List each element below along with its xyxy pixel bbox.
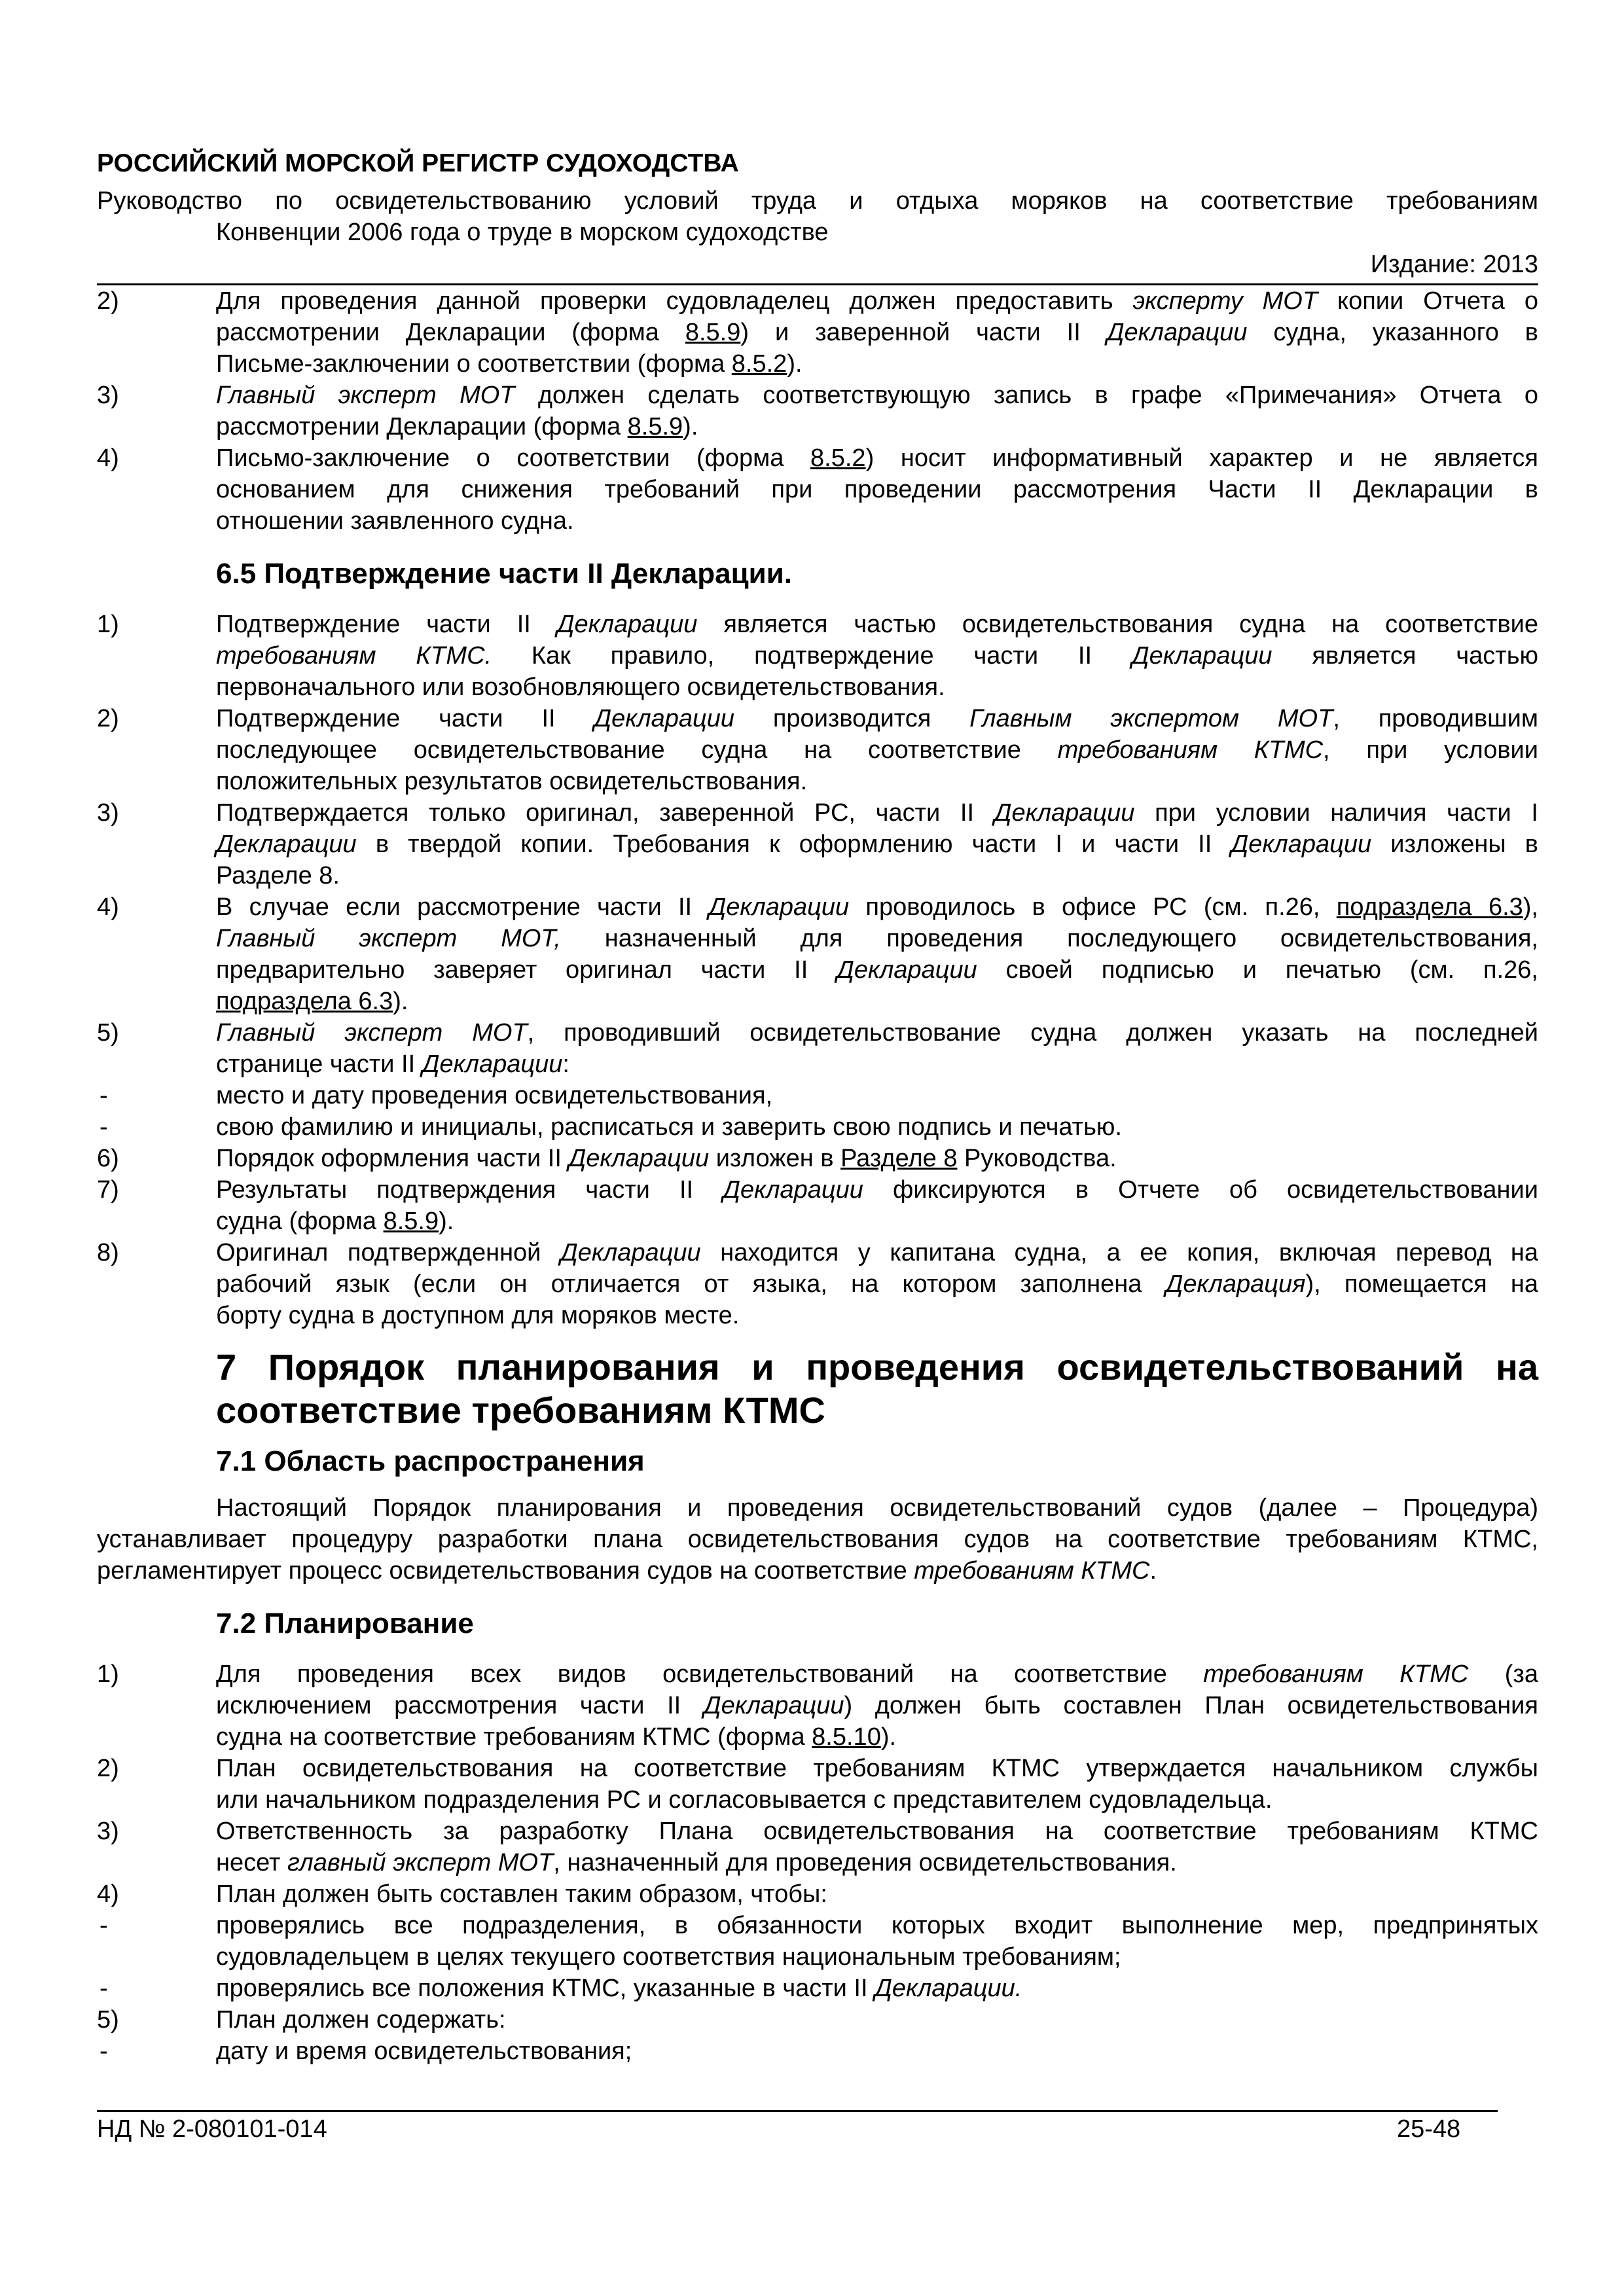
list-item: 2) План освидетельствования на соответствие требованиям КТМС утверждается начальником службы или начальником подразделения РС и согласовывается с представителем судовладельца. xyxy=(97,1755,1538,1814)
subsection-link[interactable]: подраздела 6.3 xyxy=(216,988,393,1015)
list-item: 6) Порядок оформления части II Декларации изложен в Разделе 8 Руководства. xyxy=(97,1145,1117,1172)
list-item: 3) Подтверждается только оригинал, заверенной РС, части II Декларации при условии наличия части I Декларации в твердой копии. Требования к оформлению части I и части II Декларации изложены в Разделе 8. xyxy=(97,799,1538,889)
list-item: 8) Оригинал подтвержденной Декларации находится у капитана судна, а ее копия, включая перевод на рабочий язык (если он отличается от языка, на котором заполнена Декларация), помещается на борту судна в доступном для моряков месте. xyxy=(97,1239,1538,1329)
list-item: 2) Для проведения данной проверки судовладелец должен предоставить эксперту МОТ копии Отчета о рассмотрении Декларации (форма 8.5.9) и заверенной части II Декларации судна, указанного в Письме-заключении о соответствии (форма 8.5.2). xyxy=(97,287,1539,378)
form-link[interactable]: 8.5.9 xyxy=(383,1208,439,1235)
form-link[interactable]: 8.5.9 xyxy=(627,413,683,440)
header-document-title: Руководство по освидетельствованию условий труда и отдыха моряков на соответствие требованиям Конвенции 2006 года о труде в морском судоходстве xyxy=(97,187,1538,246)
list-item: 2) Подтверждение части II Декларации производится Главным экспертом МОТ, проводившим последующее освидетельствование судна на соответствие требованиям КТМС, при условии положительных результатов освидетельствования. xyxy=(97,705,1539,795)
form-link[interactable]: 8.5.9 xyxy=(685,319,741,346)
paragraph: Настоящий Порядок планирования и проведения освидетельствований судов (далее – Процедура) устанавливает процедуру разработки плана освидетельствования судов на соответствие требованиям КТМС, регламентирует процесс освидетельствования судов на соответствие требованиям КТМС. xyxy=(97,1494,1538,1585)
list-item: - свою фамилию и инициалы, расписаться и заверить свою подпись и печатью. xyxy=(99,1113,1122,1141)
list-item: 7) Результаты подтверждения части II Декларации фиксируются в Отчете об освидетельствовании судна (форма 8.5.9). xyxy=(97,1176,1538,1235)
subsection-link[interactable]: подраздела 6.3 xyxy=(1336,893,1523,921)
section-heading-7-1: 7.1 Область распространения xyxy=(216,1445,645,1477)
list-item: - проверялись все положения КТМС, указанные в части II Декларации. xyxy=(99,1975,1022,2002)
footer-page-number: 25-48 xyxy=(1397,2115,1461,2143)
header-organization: РОССИЙСКИЙ МОРСКОЙ РЕГИСТР СУДОХОДСТВА xyxy=(97,149,739,177)
list-item: 4) План должен быть составлен таким образом, чтобы: xyxy=(97,1880,827,1908)
list-item: 1) Подтверждение части II Декларации является частью освидетельствования судна на соответствие требованиям КТМС. Как правило, подтверждение части II Декларации является частью первоначального или возобновляющего освидетельствования. xyxy=(97,611,1539,701)
section-link[interactable]: Разделе 8 xyxy=(840,1145,958,1172)
header-edition: Издание: 2013 xyxy=(1370,251,1538,278)
footer-divider xyxy=(97,2110,1498,2112)
list-item: - дату и время освидетельствования; xyxy=(99,2037,632,2065)
list-item: 1) Для проведения всех видов освидетельствований на соответствие требованиям КТМС (за исключением рассмотрения части II Декларации) должен быть составлен План освидетельствования судна на соответствие требованиям КТМС (форма 8.5.10). xyxy=(97,1660,1538,1751)
form-link[interactable]: 8.5.10 xyxy=(812,1723,881,1751)
footer-document-number: НД № 2-080101-014 xyxy=(97,2115,327,2143)
list-item: 3) Главный эксперт МОТ должен сделать соответствующую запись в графе «Примечания» Отчета о рассмотрении Декларации (форма 8.5.9). xyxy=(97,382,1538,440)
section-heading-7-2: 7.2 Планирование xyxy=(216,1607,474,1640)
list-item: 4) В случае если рассмотрение части II Декларации проводилось в офисе РС (см. п.26, подраздела 6.3), Главный эксперт МОТ, назначенный для проведения последующего освидетельствования, предварительно заверяет оригинал части II Декларации своей подписью и печатью (см. п.26, подраздела 6.3). xyxy=(97,893,1538,1015)
form-link[interactable]: 8.5.2 xyxy=(731,350,787,378)
document-body xyxy=(97,285,1538,2067)
list-item: 5) План должен содержать: xyxy=(97,2006,506,2034)
form-link[interactable]: 8.5.2 xyxy=(810,444,866,472)
list-item: 5) Главный эксперт МОТ, проводивший освидетельствование судна должен указать на последней странице части II Декларации: xyxy=(97,1019,1538,1078)
list-item: 4) Письмо-заключение о соответствии (форма 8.5.2) носит информативный характер и не является основанием для снижения требований при проведении рассмотрения Части II Декларации в отношении заявленного судна. xyxy=(97,444,1538,535)
list-item: - место и дату проведения освидетельствования, xyxy=(99,1082,773,1109)
list-item: 3) Ответственность за разработку Плана освидетельствования на соответствие требованиям КТМС несет главный эксперт МОТ, назначенный для проведения освидетельствования. xyxy=(97,1818,1538,1876)
section-heading-6-5: 6.5 Подтверждение части II Декларации. xyxy=(216,558,792,590)
list-item: - проверялись все подразделения, в обязанности которых входит выполнение мер, предпринятых судовладельцем в целях текущего соответствия национальным требованиям; xyxy=(99,1912,1538,1971)
chapter-heading-7: 7 Порядок планирования и проведения освидетельствований на соответствие требованиям КТМС xyxy=(216,1346,1538,1431)
